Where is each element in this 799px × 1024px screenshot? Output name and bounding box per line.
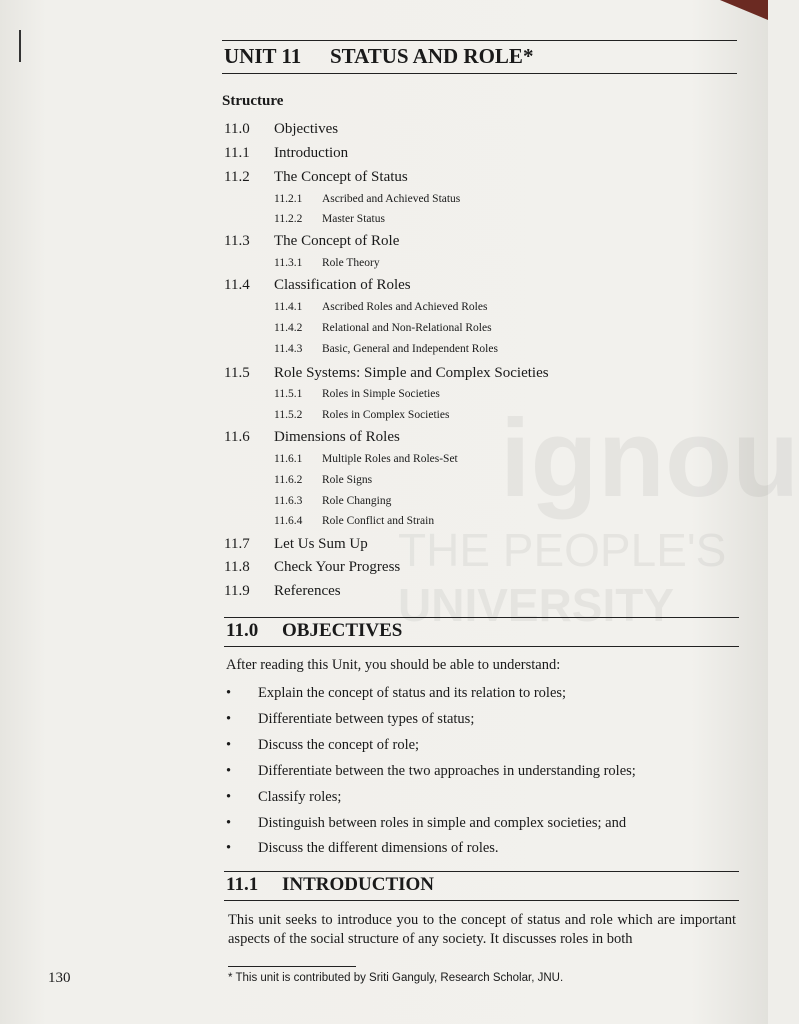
toc-number: 11.4.3 xyxy=(274,343,303,355)
toc-title: The Concept of Role xyxy=(274,233,400,249)
toc-number: 11.4.2 xyxy=(274,322,303,334)
toc-title: Role Signs xyxy=(322,474,373,486)
toc-title: Role Conflict and Strain xyxy=(322,515,435,527)
toc-number: 11.4.1 xyxy=(274,301,303,313)
objectives-number: 11.0 xyxy=(226,620,259,641)
bullet-icon: • xyxy=(226,737,232,753)
introduction-title: INTRODUCTION xyxy=(282,874,435,895)
toc-number: 11.6.4 xyxy=(274,515,303,527)
toc-number: 11.6 xyxy=(224,429,250,445)
bullet-icon: • xyxy=(226,815,232,831)
toc-number: 11.6.2 xyxy=(274,474,303,486)
objective-text: Distinguish between roles in simple and complex societies; and xyxy=(258,815,627,831)
toc-number: 11.4 xyxy=(224,277,250,293)
toc-number: 11.2.1 xyxy=(274,193,303,205)
introduction-paragraph: This unit seeks to introduce you to the concept of status and role which are important aspects of the social structure of any society. It discusses roles in both xyxy=(228,912,736,947)
toc-title: Ascribed Roles and Achieved Roles xyxy=(322,301,488,313)
objective-text: Discuss the concept of role; xyxy=(258,737,420,753)
toc-title: Check Your Progress xyxy=(274,559,401,575)
toc-number: 11.5.2 xyxy=(274,409,303,421)
objectives-intro: After reading this Unit, you should be able to understand: xyxy=(226,657,561,673)
unit-title: STATUS AND ROLE* xyxy=(330,44,534,68)
toc-number: 11.8 xyxy=(224,559,250,575)
toc-title: Role Systems: Simple and Complex Societies xyxy=(274,365,549,381)
bullet-icon: • xyxy=(226,840,232,856)
toc-title: Roles in Simple Societies xyxy=(322,388,440,400)
bullet-icon: • xyxy=(226,685,232,701)
toc-title: Introduction xyxy=(274,145,349,161)
objectives-header xyxy=(224,617,739,647)
toc-number: 11.2 xyxy=(224,169,250,185)
toc-title: Basic, General and Independent Roles xyxy=(322,343,498,355)
introduction-number: 11.1 xyxy=(226,874,259,895)
toc-number: 11.7 xyxy=(224,536,250,552)
toc-title: Classification of Roles xyxy=(274,277,411,293)
toc-number: 11.2.2 xyxy=(274,213,303,225)
toc-title: References xyxy=(274,583,341,599)
toc-number: 11.3.1 xyxy=(274,257,303,269)
toc-number: 11.9 xyxy=(224,583,250,599)
footnote: * This unit is contributed by Sriti Ganguly, Research Scholar, JNU. xyxy=(228,972,564,984)
watermark-line-2: UNIVERSITY xyxy=(398,579,675,631)
toc-title: Ascribed and Achieved Status xyxy=(322,193,461,205)
objective-text: Differentiate between the two approaches in understanding roles; xyxy=(258,763,636,779)
unit-header xyxy=(222,40,737,74)
watermark-logo: ignou xyxy=(500,397,799,520)
toc-number: 11.5.1 xyxy=(274,388,303,400)
toc-title: Role Changing xyxy=(322,495,392,507)
toc-number: 11.6.1 xyxy=(274,453,303,465)
bullet-icon: • xyxy=(226,789,232,805)
watermark-line-1: THE PEOPLE'S xyxy=(398,524,727,576)
footnote-divider xyxy=(228,966,356,967)
objectives-title: OBJECTIVES xyxy=(282,620,403,641)
toc-number: 11.6.3 xyxy=(274,495,303,507)
toc-number: 11.5 xyxy=(224,365,250,381)
toc-title: Objectives xyxy=(274,121,339,137)
toc-number: 11.0 xyxy=(224,121,250,137)
toc-title: Let Us Sum Up xyxy=(274,536,368,552)
toc-title: Multiple Roles and Roles-Set xyxy=(322,453,458,465)
toc-title: Relational and Non-Relational Roles xyxy=(322,322,492,334)
objective-text: Differentiate between types of status; xyxy=(258,711,475,727)
toc-title: Roles in Complex Societies xyxy=(322,409,450,421)
introduction-header xyxy=(224,871,739,901)
toc-title: The Concept of Status xyxy=(274,169,408,185)
page-number: 130 xyxy=(48,970,71,986)
toc-title: Role Theory xyxy=(322,257,380,269)
toc-title: Dimensions of Roles xyxy=(274,429,400,445)
structure-heading: Structure xyxy=(222,93,284,109)
objective-text: Discuss the different dimensions of roles. xyxy=(258,840,499,856)
unit-number: UNIT 11 xyxy=(224,44,302,68)
bullet-icon: • xyxy=(226,711,232,727)
toc-title: Master Status xyxy=(322,213,385,225)
objective-text: Explain the concept of status and its relation to roles; xyxy=(258,685,567,701)
bullet-icon: • xyxy=(226,763,232,779)
toc-number: 11.3 xyxy=(224,233,250,249)
margin-mark xyxy=(19,30,21,62)
objective-text: Classify roles; xyxy=(258,789,342,805)
toc-number: 11.1 xyxy=(224,145,250,161)
